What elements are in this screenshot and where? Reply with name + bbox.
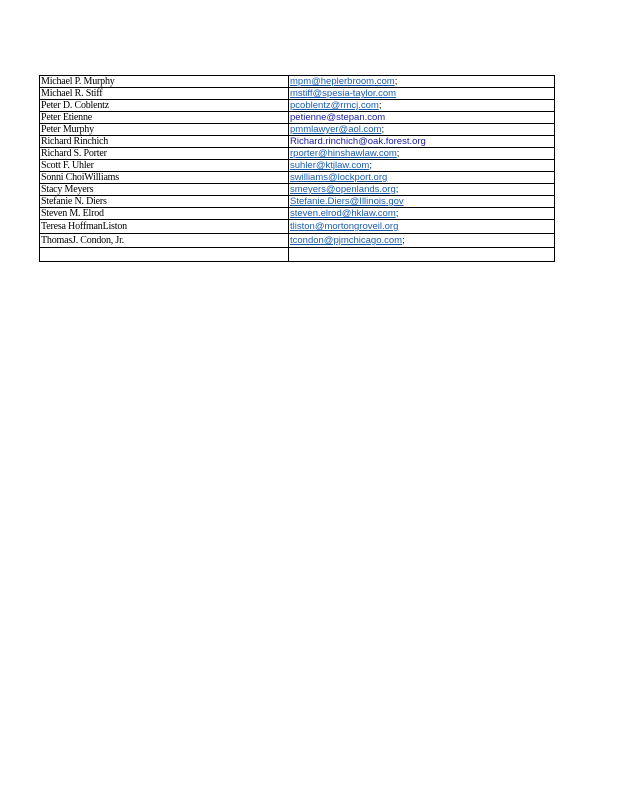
contact-email-link[interactable]: pmmlawyer@aol.com: [290, 124, 382, 135]
contact-email-cell: [289, 220, 555, 234]
contact-email-link[interactable]: steven.elrod@hklaw.com: [290, 208, 396, 219]
contact-email-cell: [289, 208, 555, 220]
contact-email-link[interactable]: tcondon@pjmchicago.com: [290, 235, 403, 246]
contact-name: Teresa HoffmanListon: [40, 220, 289, 234]
contact-email-link[interactable]: suhler@ktjlaw.com: [290, 160, 370, 171]
table-row: [40, 220, 555, 234]
contact-table: [39, 75, 555, 262]
contact-email-link[interactable]: rporter@hinshawlaw.com: [290, 148, 397, 159]
contact-name: Michael R. Stiff: [40, 88, 289, 100]
contact-name: Stacy Meyers: [40, 184, 289, 196]
contact-name: Stefanie N. Diers: [40, 196, 289, 208]
contact-email-link[interactable]: Richard.rinchich@oak.forest.org: [290, 136, 426, 147]
table-row: [40, 112, 555, 124]
contact-name: Michael P. Murphy: [40, 76, 289, 88]
contact-name: Scott F. Uhler: [40, 160, 289, 172]
empty-cell: [40, 248, 289, 262]
email-separator: ;: [394, 76, 398, 87]
contact-name: Peter D. Coblentz: [40, 100, 289, 112]
contact-name: ThomasJ. Condon, Jr.: [40, 234, 289, 248]
contact-email-cell: [289, 234, 555, 248]
email-separator: ;: [402, 235, 405, 246]
contact-name: Peter Etienne: [40, 112, 289, 124]
contact-name: Sonni ChoiWilliams: [40, 172, 289, 184]
contact-email-cell: [289, 148, 555, 160]
table-row: [40, 196, 555, 208]
table-row: [40, 172, 555, 184]
contact-email-link[interactable]: smeyers@openlands.org: [290, 184, 396, 195]
contact-email-link[interactable]: Stefanie.Diers@Illinois.gov: [290, 196, 404, 207]
contact-email-cell: [289, 184, 555, 196]
contact-name: Peter Murphy: [40, 124, 289, 136]
email-separator: ;: [378, 100, 382, 111]
table-row: [40, 234, 555, 248]
contact-name: Richard S. Porter: [40, 148, 289, 160]
contact-email-link[interactable]: swilliams@lockport.org: [290, 172, 388, 183]
contact-email-link[interactable]: pcoblentz@rmcj.com: [290, 100, 379, 111]
contact-email-cell: [289, 172, 555, 184]
email-separator: ;: [395, 184, 399, 195]
contact-email-cell: [289, 196, 555, 208]
table-row: [40, 136, 555, 148]
empty-table-row: [40, 248, 555, 262]
contact-email-cell: [289, 88, 555, 100]
email-separator: ;: [395, 208, 399, 219]
table-row: [40, 160, 555, 172]
contact-name: Steven M. Elrod: [40, 208, 289, 220]
contact-email-link[interactable]: mstiff@spesia-taylor.com: [290, 88, 397, 99]
contact-email-cell: [289, 112, 555, 124]
table-row: [40, 148, 555, 160]
email-separator: ;: [396, 148, 400, 159]
email-separator: ;: [369, 160, 372, 171]
table-row: [40, 184, 555, 196]
contact-email-cell: [289, 124, 555, 136]
contact-name: Richard Rinchich: [40, 136, 289, 148]
contact-email-cell: [289, 136, 555, 148]
email-separator: ;: [381, 124, 385, 135]
contact-email-cell: [289, 76, 555, 88]
table-row: [40, 76, 555, 88]
contact-email-link[interactable]: tliston@mortongroveil.org: [290, 221, 399, 232]
table-row: [40, 100, 555, 112]
contact-email-cell: [289, 100, 555, 112]
table-row: [40, 88, 555, 100]
empty-cell: [289, 248, 555, 262]
contact-email-link[interactable]: petienne@stepan.com: [290, 112, 386, 123]
contact-email-cell: [289, 160, 555, 172]
table-row: [40, 124, 555, 136]
table-row: [40, 208, 555, 220]
contact-email-link[interactable]: mpm@heplerbroom.com: [290, 76, 395, 87]
